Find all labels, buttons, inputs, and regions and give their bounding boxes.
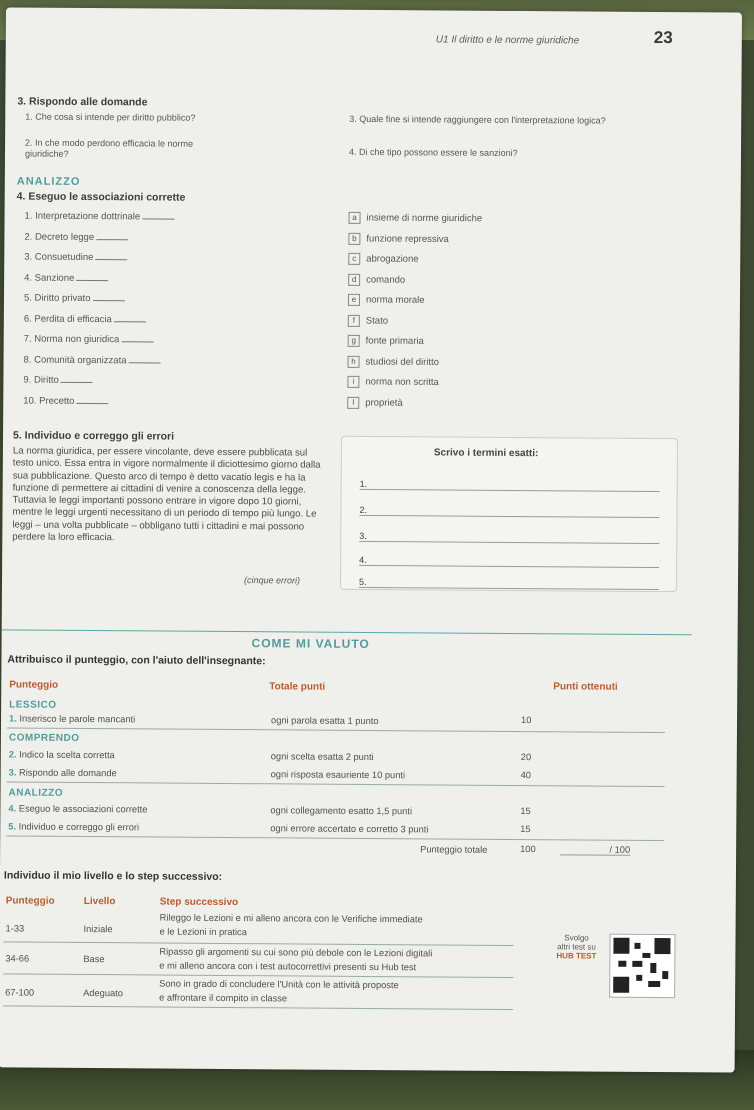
category-lessico: LESSICO — [9, 699, 57, 711]
score-row-4: 4. Eseguo le associazioni corrette — [8, 803, 148, 815]
term-line-3[interactable]: 3. — [359, 531, 659, 544]
left-item-5: 5. Diritto privato — [24, 293, 174, 315]
answer-blank[interactable] — [96, 239, 128, 240]
right-item-c: c abrogazione — [348, 253, 482, 274]
level-name-3: Adeguato — [83, 987, 123, 999]
level-col-punteggio: Punteggio — [5, 895, 55, 907]
left-item-7: 7. Norma non giuridica — [24, 334, 174, 356]
col-totale-punti: Totale punti — [269, 681, 326, 693]
level-step-3b: e affrontare il compito in classe — [159, 992, 288, 1004]
qr-finder — [654, 938, 670, 954]
textbook-page — [0, 7, 742, 1072]
question-3: 3. Quale fine si intende raggiungere con l'interpretazione logica? — [349, 113, 606, 126]
analizzo-heading: ANALIZZO — [16, 175, 81, 188]
left-item-8: 8. Comunità organizzata — [23, 354, 173, 376]
level-col-livello: Livello — [83, 895, 116, 908]
term-line-2[interactable]: 2. — [359, 505, 659, 518]
valuto-intro: Attribuisco il punteggio, con l'aiuto dell'insegnante: — [7, 653, 266, 668]
answer-blank[interactable] — [114, 321, 146, 322]
right-item-f: f Stato — [348, 314, 482, 335]
right-item-i: i norma non scritta — [347, 376, 481, 397]
score-row-2: 2. Indico la scelta corretta — [8, 749, 115, 761]
question-2: 2. In che modo perdono efficacia le norme giuridiche? — [24, 137, 194, 159]
level-name-2: Base — [83, 953, 105, 965]
right-item-h: h studiosi del diritto — [347, 355, 481, 376]
category-comprendo: COMPRENDO — [8, 732, 80, 744]
level-step-2b: e mi alleno ancora con i test autocorrettivi presenti su Hub test — [159, 960, 417, 973]
left-item-1: 1. Interpretazione dottrinale — [24, 211, 174, 233]
section-4-title: 4. Eseguo le associazioni corrette — [16, 190, 186, 204]
answer-blank[interactable] — [142, 218, 174, 219]
right-item-d: d comando — [348, 273, 482, 294]
col-punteggio: Punteggio — [9, 679, 59, 691]
row-divider — [3, 973, 513, 978]
score-total-3: 40 — [520, 770, 532, 781]
right-item-e: e norma morale — [348, 294, 482, 315]
term-line-5[interactable]: 5. — [359, 577, 659, 590]
left-item-3: 3. Consuetudine — [24, 252, 174, 274]
level-name-1: Iniziale — [83, 923, 113, 935]
right-item-g: g fonte primaria — [348, 335, 482, 356]
association-right-column — [347, 212, 482, 418]
score-total-4: 15 — [520, 806, 531, 817]
left-item-2: 2. Decreto legge — [24, 231, 174, 253]
answer-blank[interactable] — [61, 382, 93, 383]
qr-module — [650, 963, 656, 973]
score-row-5: 5. Individuo e correggo gli errori — [8, 821, 140, 833]
page-number: 23 — [653, 27, 673, 48]
correct-terms-box — [340, 436, 678, 592]
term-line-4[interactable]: 4. — [359, 555, 659, 568]
score-row-3: 3. Rispondo alle domande — [8, 767, 117, 779]
qr-caption: Svolgo altri test su HUB TEST — [556, 933, 597, 961]
qr-module — [648, 981, 660, 987]
total-label: Punteggio totale — [420, 844, 488, 855]
valuto-heading: COME MI VALUTO — [251, 636, 370, 651]
score-total-1: 10 — [521, 715, 532, 726]
answer-blank[interactable] — [76, 279, 108, 280]
question-4: 4. Di che tipo possono essere le sanzioni? — [348, 146, 518, 159]
total-value: 100 — [520, 844, 536, 855]
qr-module — [642, 953, 650, 958]
score-total-5: 15 — [520, 824, 531, 835]
right-item-b: b funzione repressiva — [348, 232, 482, 253]
row-divider — [7, 781, 665, 787]
level-range-3: 67-100 — [5, 987, 35, 998]
error-count-note: (cinque errori) — [243, 575, 301, 586]
score-rule-5: ogni errore accertato e corretto 3 punti — [270, 823, 429, 835]
section-5-title: 5. Individuo e correggo gli errori — [12, 429, 175, 443]
row-divider — [3, 1005, 513, 1010]
qr-module — [618, 961, 626, 967]
level-range-1: 1-33 — [5, 923, 25, 934]
row-divider — [6, 835, 664, 841]
left-item-10: 10. Precetto — [23, 395, 173, 417]
col-punti-ottenuti: Punti ottenuti — [553, 681, 618, 693]
qr-module — [636, 975, 642, 981]
error-paragraph: La norma giuridica, per essere vincolante, deve essere pubblicata sul testo unico. Essa entra in vigore normalmente il diciottesimo giorno dalla sua pubblicazione. Questo arco di tempo è detto vacatio legis e ha la funzione di permettere ai cittadini di venire a conoscenza della legge. Tuttavia le leggi importanti possono entrare in vigore dopo 10 giorni, mentre le leggi urgenti necessitano di un periodo di tempo più lungo. Le leggi – una volta pubblicate – obbligano tutti i cittadini e mai possono perdere la loro efficacia. — [12, 445, 321, 544]
right-item-l: l proprietà — [347, 396, 481, 417]
left-item-9: 9. Diritto — [23, 375, 173, 397]
association-left-column — [23, 211, 174, 417]
category-analizzo: ANALIZZO — [8, 787, 64, 799]
level-range-2: 34-66 — [5, 953, 30, 964]
level-col-step: Step successivo — [159, 896, 239, 909]
score-rule-3: ogni risposta esauriente 10 punti — [270, 769, 406, 781]
score-rule-2: ogni scelta esatta 2 punti — [270, 751, 374, 763]
level-step-1a: Rileggo le Lezioni e mi alleno ancora con le Verifiche immediate — [159, 912, 423, 925]
row-divider — [7, 727, 665, 733]
qr-code[interactable] — [609, 934, 675, 998]
left-item-6: 6. Perdita di efficacia — [24, 313, 174, 335]
question-1: 1. Che cosa si intende per diritto pubblico? — [25, 111, 196, 123]
correct-terms-title: Scrivo i termini esatti: — [433, 447, 539, 460]
answer-blank[interactable] — [121, 341, 153, 342]
answer-blank[interactable] — [95, 259, 127, 260]
qr-module — [662, 971, 668, 979]
livello-title: Individuo il mio livello e lo step successivo: — [3, 869, 223, 883]
score-rule-1: ogni parola esatta 1 punto — [271, 715, 379, 727]
level-step-3a: Sono in grado di concludere l'Unità con le attività proposte — [159, 978, 399, 991]
qr-module — [632, 961, 642, 967]
section-3-title: 3. Rispondo alle domande — [17, 95, 148, 109]
term-line-1[interactable]: 1. — [360, 479, 660, 492]
score-input[interactable]: / 100 — [560, 844, 630, 855]
level-step-2a: Ripasso gli argomenti su cui sono più debole con le Lezioni digitali — [159, 946, 433, 959]
left-item-4: 4. Sanzione — [24, 272, 174, 294]
score-rule-4: ogni collegamento esatto 1,5 punti — [270, 805, 413, 817]
row-divider — [3, 941, 513, 946]
right-item-a: a insieme di norme giuridiche — [348, 212, 482, 233]
score-total-2: 20 — [520, 752, 532, 763]
answer-blank[interactable] — [76, 402, 108, 403]
section-divider — [2, 629, 692, 635]
running-header: U1 Il diritto e le norme giuridiche — [435, 34, 580, 47]
qr-finder — [613, 938, 629, 954]
qr-module — [634, 943, 640, 949]
answer-blank[interactable] — [92, 300, 124, 301]
answer-blank[interactable] — [129, 362, 161, 363]
score-row-1: 1. Inserisco le parole mancanti — [9, 713, 136, 725]
level-step-1b: e le Lezioni in pratica — [159, 926, 247, 938]
qr-finder — [613, 977, 629, 993]
